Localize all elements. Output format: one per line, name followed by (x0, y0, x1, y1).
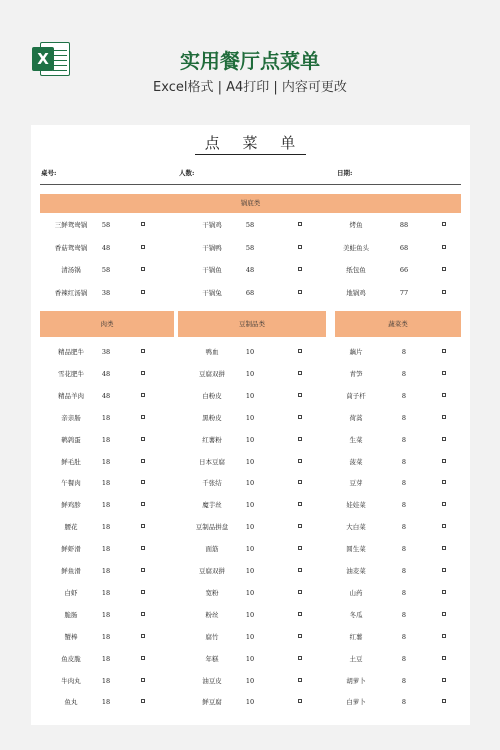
dish-price: 8 (401, 391, 407, 400)
order-checkbox[interactable] (442, 245, 446, 249)
order-checkbox[interactable] (298, 349, 302, 353)
dish-name: 午餐肉 (61, 479, 81, 488)
dish-name: 鲜鸡胗 (61, 501, 81, 510)
dish-price: 18 (101, 545, 111, 554)
dish-price: 38 (101, 348, 111, 356)
dish-name: 干锅鸭 (202, 243, 222, 252)
dish-price: 10 (245, 369, 255, 378)
dish-name: 鱼皮脆 (61, 654, 81, 663)
order-checkbox[interactable] (298, 546, 302, 550)
order-checkbox[interactable] (442, 568, 446, 572)
dish-price: 88 (399, 221, 409, 229)
order-checkbox[interactable] (141, 612, 145, 616)
order-checkbox[interactable] (141, 524, 145, 528)
dish-name: 豆制品拼盘 (195, 523, 229, 532)
menu-row (31, 516, 470, 538)
order-checkbox[interactable] (141, 415, 145, 419)
people-count-label: 人数: (179, 169, 195, 177)
order-checkbox[interactable] (442, 459, 446, 463)
dish-price: 68 (245, 288, 255, 297)
order-checkbox[interactable] (442, 656, 446, 660)
dish-price: 18 (101, 523, 111, 532)
order-checkbox[interactable] (298, 437, 302, 441)
excel-badge: X (32, 47, 54, 71)
order-checkbox[interactable] (298, 222, 302, 226)
order-checkbox[interactable] (141, 371, 145, 375)
order-checkbox[interactable] (141, 393, 145, 397)
order-checkbox[interactable] (141, 349, 145, 353)
dish-name: 鱼丸 (64, 698, 78, 707)
dish-price: 18 (101, 698, 111, 707)
order-checkbox[interactable] (141, 590, 145, 594)
date-label: 日期: (337, 169, 353, 177)
dish-name: 白萝卜 (346, 698, 366, 707)
dish-name: 腐竹 (205, 632, 219, 641)
order-checkbox[interactable] (298, 634, 302, 638)
dish-price: 8 (401, 457, 407, 466)
order-checkbox[interactable] (442, 634, 446, 638)
order-checkbox[interactable] (298, 524, 302, 528)
dish-price: 48 (101, 369, 111, 378)
dish-price: 10 (245, 479, 255, 488)
dish-price: 18 (101, 413, 111, 422)
dish-name: 豆芽 (349, 479, 363, 488)
order-checkbox[interactable] (298, 480, 302, 484)
order-checkbox[interactable] (141, 699, 145, 703)
dish-price: 10 (245, 676, 255, 685)
dish-name: 大白菜 (346, 523, 366, 532)
order-checkbox[interactable] (298, 371, 302, 375)
dish-name: 鲜毛肚 (61, 457, 81, 466)
menu-row (31, 259, 470, 281)
order-checkbox[interactable] (141, 656, 145, 660)
dish-name: 腰花 (64, 523, 78, 532)
dish-name: 鸭血 (205, 348, 219, 356)
dish-price: 10 (245, 588, 255, 597)
dish-name: 面筋 (205, 545, 219, 554)
dish-name: 荷蒿 (349, 413, 363, 422)
menu-row (31, 237, 470, 259)
dish-price: 8 (401, 479, 407, 488)
dish-name: 白粉皮 (202, 391, 222, 400)
dish-name: 干锅鱼 (202, 266, 222, 274)
dish-price: 18 (101, 567, 111, 575)
dish-price: 8 (401, 348, 407, 356)
dish-name: 香菇鸳鸯锅 (54, 243, 88, 252)
dish-name: 牛肉丸 (61, 676, 81, 685)
dish-name: 圆生菜 (346, 545, 366, 554)
order-checkbox[interactable] (442, 502, 446, 506)
order-checkbox[interactable] (141, 678, 145, 682)
table-number-label: 桌号: (41, 169, 57, 177)
menu-row (31, 472, 470, 494)
dish-name: 红薯粉 (202, 435, 222, 444)
dish-price: 66 (399, 266, 409, 274)
dish-name: 油麦菜 (346, 567, 366, 575)
dish-price: 18 (101, 676, 111, 685)
menu-row (31, 691, 470, 713)
dish-name: 茼子杆 (346, 391, 366, 400)
dish-name: 青笋 (349, 369, 363, 378)
dish-price: 8 (401, 698, 407, 707)
dish-price: 8 (401, 413, 407, 422)
dish-price: 58 (101, 266, 111, 274)
dish-name: 鹌鹑蛋 (61, 435, 81, 444)
dish-price: 8 (401, 435, 407, 444)
order-checkbox[interactable] (442, 415, 446, 419)
dish-price: 8 (401, 654, 407, 663)
dish-name: 胡萝卜 (346, 676, 366, 685)
menu-row (31, 560, 470, 582)
page-subtitle: Excel格式 | A4打印 | 内容可更改 (153, 80, 347, 95)
dish-name: 雪花肥牛 (58, 369, 84, 378)
dish-name: 鲜虾滑 (61, 545, 81, 554)
menu-row (31, 363, 470, 385)
menu-row (31, 494, 470, 516)
dish-price: 8 (401, 676, 407, 685)
order-checkbox[interactable] (298, 678, 302, 682)
dish-price: 8 (401, 501, 407, 510)
order-checkbox[interactable] (442, 371, 446, 375)
dish-name: 千张结 (202, 479, 222, 488)
tofu-header: 豆制品类 (178, 311, 326, 337)
dish-name: 白虾 (64, 588, 78, 597)
menu-row (31, 451, 470, 473)
dish-price: 18 (101, 610, 111, 619)
order-checkbox[interactable] (141, 546, 145, 550)
dish-price: 8 (401, 369, 407, 378)
dish-name: 美蛙鱼头 (343, 243, 369, 252)
order-checkbox[interactable] (141, 502, 145, 506)
menu-row (31, 626, 470, 648)
order-checkbox[interactable] (442, 222, 446, 226)
dish-price: 10 (245, 698, 255, 707)
menu-row (31, 538, 470, 560)
dish-price: 10 (245, 567, 255, 575)
menu-row (31, 429, 470, 451)
dish-name: 年糕 (205, 654, 219, 663)
dish-price: 10 (245, 632, 255, 641)
order-checkbox[interactable] (298, 267, 302, 271)
dish-price: 10 (245, 348, 255, 356)
order-checkbox[interactable] (442, 480, 446, 484)
order-checkbox[interactable] (442, 590, 446, 594)
page-header (0, 0, 500, 118)
order-checkbox[interactable] (141, 267, 145, 271)
dish-price: 10 (245, 501, 255, 510)
meat-header: 肉类 (40, 311, 174, 337)
dish-price: 10 (245, 391, 255, 400)
dish-price: 58 (245, 221, 255, 229)
dish-name: 清汤锅 (61, 266, 81, 274)
dish-name: 地锅鸡 (346, 288, 366, 297)
dish-price: 10 (245, 654, 255, 663)
dish-price: 18 (101, 457, 111, 466)
dish-price: 58 (101, 221, 111, 229)
dish-price: 18 (101, 501, 111, 510)
dish-name: 红薯 (349, 632, 363, 641)
dish-name: 鲜豆腐 (202, 698, 222, 707)
order-checkbox[interactable] (298, 415, 302, 419)
order-checkbox[interactable] (298, 699, 302, 703)
menu-row (31, 385, 470, 407)
order-checkbox[interactable] (141, 437, 145, 441)
dish-name: 纸包鱼 (346, 266, 366, 274)
dish-name: 烤鱼 (349, 221, 363, 229)
menu-row (31, 282, 470, 304)
dish-price: 18 (101, 479, 111, 488)
dish-name: 蟹棒 (64, 632, 78, 641)
dish-name: 精品肥牛 (58, 348, 84, 356)
order-checkbox[interactable] (442, 678, 446, 682)
dish-name: 魔芋丝 (202, 501, 222, 510)
order-checkbox[interactable] (298, 612, 302, 616)
order-checkbox[interactable] (442, 267, 446, 271)
order-checkbox[interactable] (442, 437, 446, 441)
dish-price: 68 (399, 243, 409, 252)
dish-price: 8 (401, 567, 407, 575)
dish-name: 香辣红汤锅 (54, 288, 88, 297)
dish-name: 三鲜鸳鸯锅 (54, 221, 88, 229)
dish-name: 粉丝 (205, 610, 219, 619)
dish-name: 干锅鸡 (202, 221, 222, 229)
dish-name: 生菜 (349, 435, 363, 444)
dish-price: 8 (401, 545, 407, 554)
order-checkbox[interactable] (141, 568, 145, 572)
dish-name: 冬瓜 (349, 610, 363, 619)
order-checkbox[interactable] (442, 349, 446, 353)
order-checkbox[interactable] (141, 222, 145, 226)
order-checkbox[interactable] (298, 459, 302, 463)
menu-row (31, 648, 470, 670)
dish-price: 10 (245, 610, 255, 619)
order-checkbox[interactable] (442, 612, 446, 616)
dish-price: 18 (101, 588, 111, 597)
menu-row (31, 407, 470, 429)
order-sheet (31, 125, 470, 725)
dish-name: 豆腐双拼 (199, 567, 225, 575)
menu-row (31, 341, 470, 363)
dish-price: 8 (401, 588, 407, 597)
divider (40, 184, 461, 185)
dish-name: 干锅兔 (202, 288, 222, 297)
dish-name: 日本豆腐 (199, 457, 225, 466)
order-checkbox[interactable] (442, 546, 446, 550)
dish-name: 土豆 (349, 654, 363, 663)
dish-price: 48 (101, 243, 111, 252)
order-checkbox[interactable] (141, 245, 145, 249)
dish-name: 菠菜 (349, 457, 363, 466)
dish-price: 10 (245, 457, 255, 466)
dish-price: 10 (245, 545, 255, 554)
order-checkbox[interactable] (298, 656, 302, 660)
dish-price: 77 (399, 288, 409, 297)
dish-price: 10 (245, 523, 255, 532)
dish-price: 38 (101, 288, 111, 297)
order-checkbox[interactable] (442, 699, 446, 703)
dish-name: 宽粉 (205, 588, 219, 597)
dish-name: 精品羊肉 (58, 391, 84, 400)
order-checkbox[interactable] (298, 245, 302, 249)
menu-row (31, 582, 470, 604)
dish-name: 豆腐双拼 (199, 369, 225, 378)
order-checkbox[interactable] (141, 634, 145, 638)
dish-price: 58 (245, 243, 255, 252)
menu-row (31, 604, 470, 626)
order-checkbox[interactable] (442, 290, 446, 294)
dish-price: 10 (245, 413, 255, 422)
order-checkbox[interactable] (298, 590, 302, 594)
order-checkbox[interactable] (442, 393, 446, 397)
hotpot-header: 锅底类 (40, 194, 461, 213)
dish-name: 山药 (349, 588, 363, 597)
page-title: 实用餐厅点菜单 (180, 49, 320, 73)
dish-name: 油豆皮 (202, 676, 222, 685)
dish-name: 黑粉皮 (202, 413, 222, 422)
dish-name: 亲亲肠 (61, 413, 81, 422)
dish-name: 娃娃菜 (346, 501, 366, 510)
dish-name: 脆肠 (64, 610, 78, 619)
order-checkbox[interactable] (141, 459, 145, 463)
sheet-title-text: 点 菜 单 (195, 134, 307, 155)
dish-name: 藕片 (349, 348, 363, 356)
dish-price: 10 (245, 435, 255, 444)
order-checkbox[interactable] (141, 480, 145, 484)
dish-name: 鲜鱼滑 (61, 567, 81, 575)
dish-price: 8 (401, 632, 407, 641)
order-checkbox[interactable] (141, 290, 145, 294)
dish-price: 8 (401, 610, 407, 619)
menu-row (31, 214, 470, 236)
dish-price: 48 (245, 266, 255, 274)
order-checkbox[interactable] (298, 393, 302, 397)
dish-price: 18 (101, 632, 111, 641)
menu-row (31, 670, 470, 692)
order-checkbox[interactable] (298, 568, 302, 572)
dish-price: 8 (401, 523, 407, 532)
dish-price: 48 (101, 391, 111, 400)
sheet-title (31, 132, 470, 153)
dish-price: 18 (101, 654, 111, 663)
order-checkbox[interactable] (298, 502, 302, 506)
order-checkbox[interactable] (442, 524, 446, 528)
dish-price: 18 (101, 435, 111, 444)
order-checkbox[interactable] (298, 290, 302, 294)
vegetable-header: 蔬菜类 (335, 311, 461, 337)
